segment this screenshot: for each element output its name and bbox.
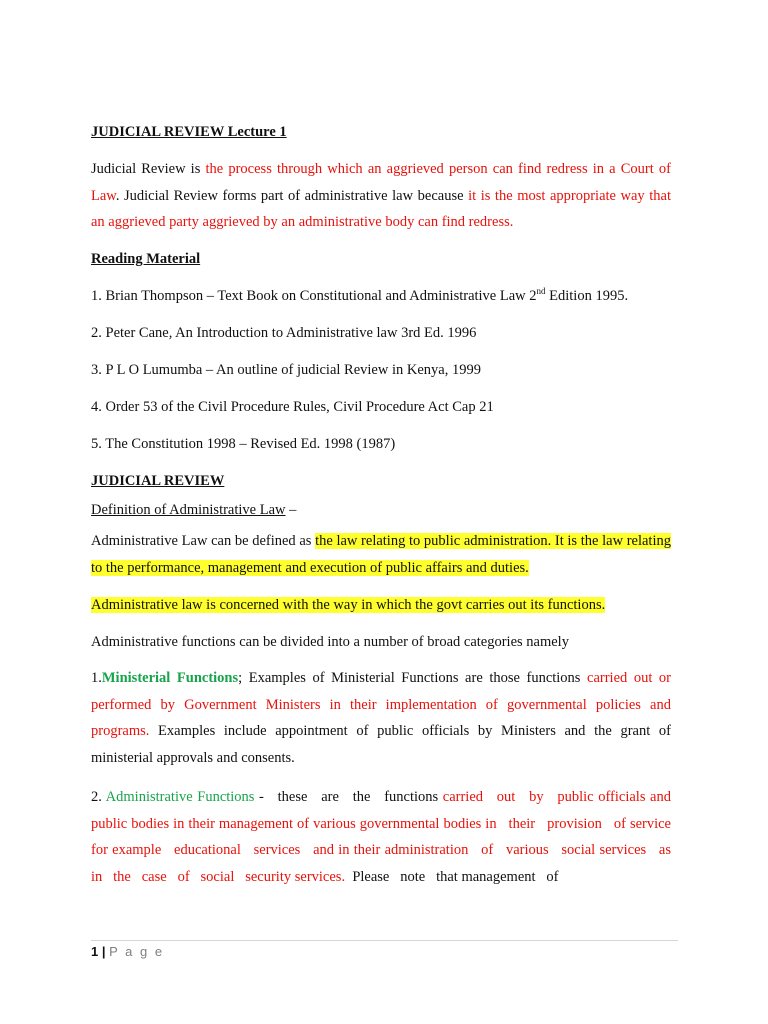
intro-highlight-2: it is the most appropriate way that an aggrieved party aggrieved by an administrative body can find redress. <box>91 187 671 230</box>
judicial-review-heading: JUDICIAL REVIEW <box>91 473 225 489</box>
reading-item-1-sup: nd <box>536 286 546 296</box>
administrative-text-1: - these are the functions <box>254 789 443 805</box>
reading-item-3: 3. P L O Lumumba – An outline of judicial Review in Kenya, 1999 <box>91 362 481 378</box>
footer-divider <box>91 940 678 941</box>
intro-text-1: Judicial Review is <box>91 161 206 177</box>
intro-paragraph <box>91 156 671 236</box>
definition-label: Definition of Administrative Law <box>91 502 286 518</box>
administrative-number: 2. <box>91 789 106 805</box>
intro-highlight-1: the process through which an aggrieved person can find redress in a Court of Law <box>91 161 671 204</box>
page-footer <box>91 944 164 959</box>
page-label: P a g e <box>109 944 165 959</box>
ministerial-number: 1. <box>91 670 102 686</box>
definition-highlight: the law relating to public administration. It is the law relating to the performance, management and execution of public affairs and duties. <box>91 533 671 576</box>
govt-functions-highlight: Administrative law is concerned with the way in which the govt carries out its functions. <box>91 597 606 613</box>
definition-dash: – <box>285 502 297 518</box>
govt-functions-line <box>91 597 605 614</box>
reading-item-4: 4. Order 53 of the Civil Procedure Rules, Civil Procedure Act Cap 21 <box>91 399 494 415</box>
ministerial-text-2: Examples include appointment of public officials by Ministers and the grant of ministerial approvals and consents. <box>91 723 671 766</box>
administrative-text-2: Please note that management of <box>345 868 559 885</box>
administrative-highlight: carried out by public officials and public bodies in their management of various governmental bodies in their provision of service for example educational services and in their administration of various social services as in the case of social security services. <box>91 789 682 885</box>
ministerial-functions-paragraph <box>91 665 671 771</box>
reading-item-1-text: 1. Brian Thompson – Text Book on Constitutional and Administrative Law 2 <box>91 288 537 304</box>
document-title: JUDICIAL REVIEW Lecture 1 <box>91 124 287 140</box>
categories-line: Administrative functions can be divided into a number of broad categories namely <box>91 634 569 650</box>
definition-paragraph <box>91 528 671 581</box>
definition-text: Administrative Law can be defined as <box>91 533 316 549</box>
ministerial-text-1: ; Examples of Ministerial Functions are those functions <box>238 670 588 686</box>
ministerial-highlight: carried out or performed by Government Ministers in their implementation of governmental policies and programs. <box>91 670 671 739</box>
ministerial-label: Ministerial Functions <box>101 670 239 686</box>
reading-item-1 <box>91 288 628 305</box>
administrative-label: Administrative Functions <box>105 789 255 805</box>
reading-item-2: 2. Peter Cane, An Introduction to Administrative law 3rd Ed. 1996 <box>91 325 477 341</box>
reading-material-heading: Reading Material <box>91 251 201 267</box>
reading-item-5: 5. The Constitution 1998 – Revised Ed. 1998 (1987) <box>91 436 396 452</box>
definition-heading <box>91 502 296 519</box>
intro-text-2: . Judicial Review forms part of administrative law because <box>115 187 469 204</box>
page-number: 1 <box>91 944 99 959</box>
footer-separator: | <box>98 944 110 959</box>
administrative-functions-paragraph <box>91 784 682 890</box>
reading-item-1-edition: Edition 1995. <box>545 288 629 304</box>
